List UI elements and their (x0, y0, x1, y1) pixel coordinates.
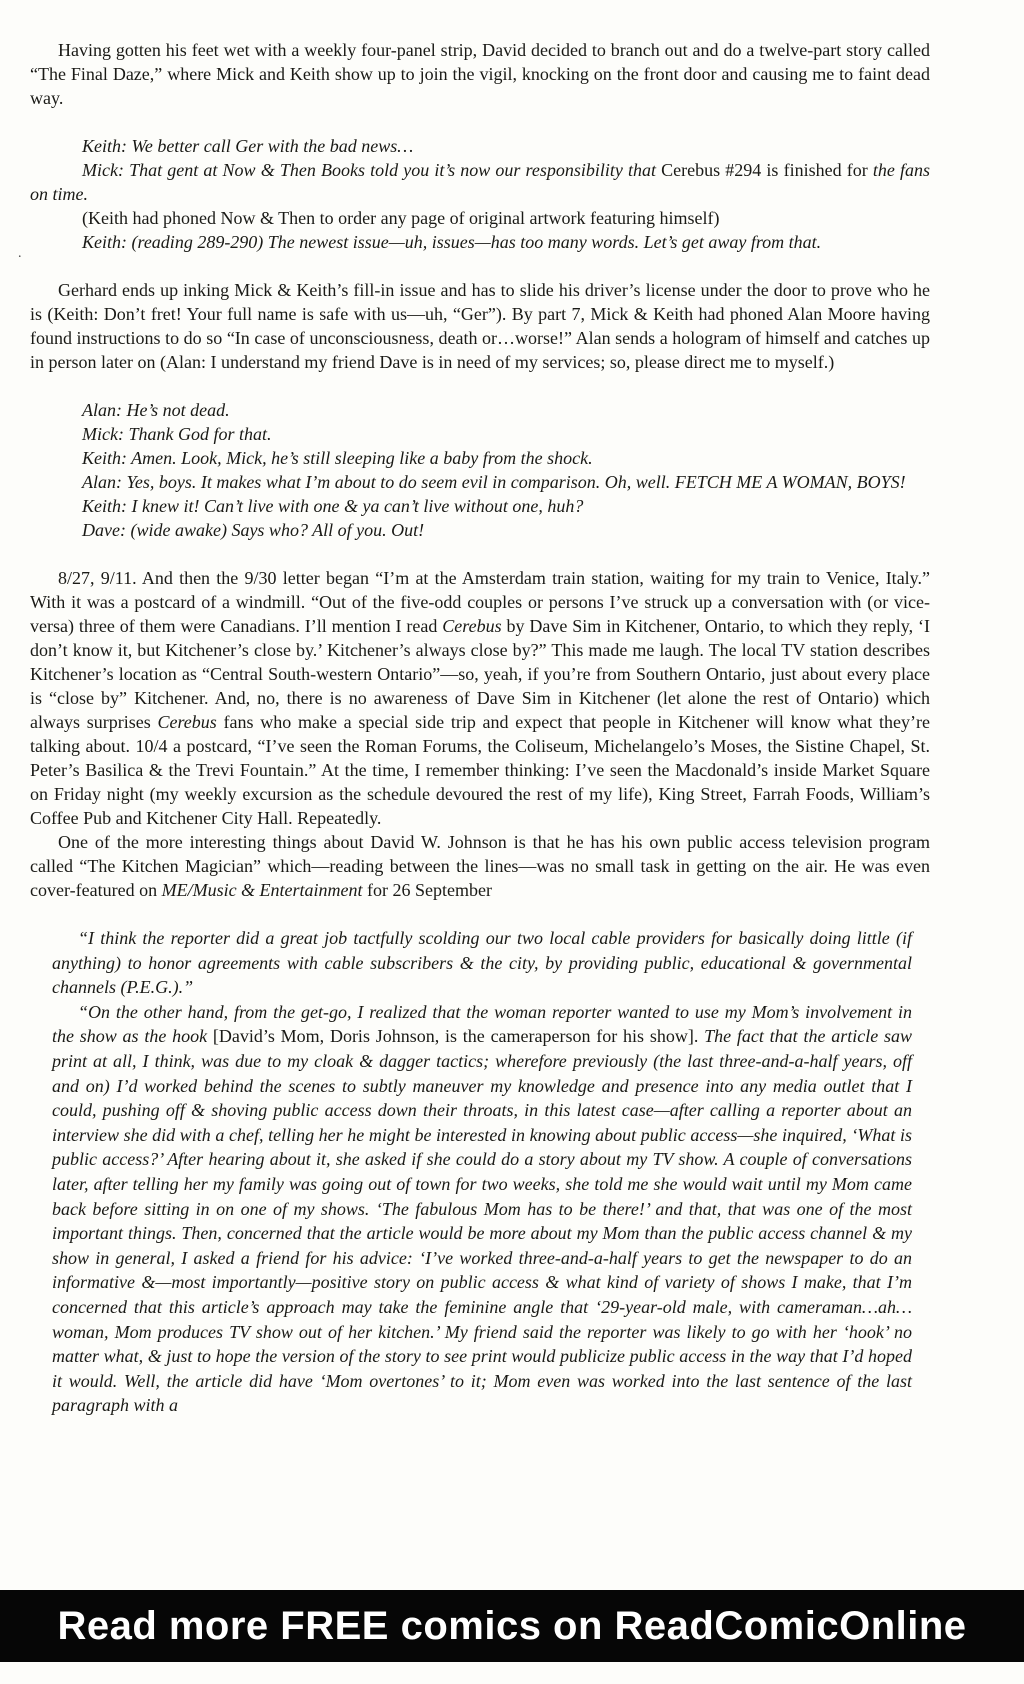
dialogue-line: Keith: We better call Ger with the bad news… (82, 136, 414, 156)
text-segment: ME/Music & Entertainment (161, 880, 363, 900)
dialogue-line: Keith: Amen. Look, Mick, he’s still sleeping like a baby from the shock. (82, 448, 593, 468)
quote-block (52, 926, 912, 1418)
text-segment: the fans on time. (30, 160, 930, 204)
paragraph-intro: Having gotten his feet wet with a weekly four-panel strip, David decided to branch out and do a twelve-part story called “The Final Daze,” where Mick and Keith show up to join the vigil, knocking on the front door and causing me to faint dead way. (30, 40, 930, 108)
dialogue-line: Keith: I knew it! Can’t live with one & ya can’t live without one, huh? (82, 496, 584, 516)
text-segment: by Dave Sim in Kitchener, Ontario, to which they reply, ‘I don’t know it, but Kitchener’s close by.’ Kitchener’s always close by?” This made me laugh. The local TV station describes Kitchener’s location as “Central South-western Ontario”—so, yeah, if you’re from Southern Ontario, just about every place is “close by” Kitchener. And, no, there is no awareness of Dave Sim in Kitchener (let alone the rest of Ontario) which always surprises (30, 616, 930, 732)
paragraph-postcards (30, 566, 930, 830)
text-segment: 8/27, 9/11. And then the 9/30 letter began “I’m at the Amsterdam train station, waiting for my train to Venice, Italy.” With it was a postcard of a windmill. “Out of the five-odd couples or persons I’ve struck up a conversation with (or vice-versa) three of them were Canadians. I’ll mention I read (30, 568, 930, 636)
dialogue-line: Alan: Yes, boys. It makes what I’m about to do seem evil in comparison. Oh, well. FETCH ME A WOMAN, BOYS! (82, 472, 906, 492)
text-column (30, 38, 930, 1418)
dialogue-block-alan (30, 398, 930, 542)
dialogue-block-final-daze (30, 134, 930, 254)
text-segment: Cerebus (442, 616, 502, 636)
dialogue-line: Dave: (wide awake) Says who? All of you. Out! (82, 520, 425, 540)
quote-paragraph: “I think the reporter did a great job tactfully scolding our two local cable providers for basically doing little (if anything) to honor agreements with cable subscribers & the city, by providing public, educational & governmental channels (P.E.G.).” (52, 928, 912, 998)
stray-mark: . (18, 246, 22, 261)
paragraph-kitchen-magician (30, 830, 930, 902)
text-segment: One of the more interesting things about David W. Johnson is that he has his own public access television program called “The Kitchen Magician” which—reading between the lines—was no small task in getting on the air. He was even cover-featured on (30, 832, 930, 900)
text-segment: “On the other hand, from the get-go, I realized that the woman reporter wanted to use my Mom’s involvement in the show as the hook (52, 1001, 912, 1047)
text-segment: The fact that the article saw print at all, I think, was due to my cloak & dagger tactics; wherefore previously (the last three-and-a-half years, off and on) I’d worked behind the scenes to subtly maneuver my knowledge and presence into any media outlet that I could, pushing off & shoving public access down their throats, in this latest case—after calling a reporter about an interview she did with a chef, telling her he might be interested in knowing about public access—she inquired, ‘What is public access?’ After hearing about it, she asked if she could do a story about my TV show. A couple of conversations later, after telling her my family was going out of town for two weeks, she told me she would wait until my Mom came back before sitting in on one of my shows. ‘The fabulous Mom has to be there!’ and that, that was one of the most important things. Then, concerned that the article would be more about my Mom than the public access channel & my show in general, I asked a friend for his advice: ‘I’ve worked three-and-a-half years to get the newspaper to do an informative &—most importantly—positive story on public access & what kind of variety of shows I make, that I’m concerned that this article’s approach may take the feminine angle that ‘29-year-old male, with cameraman…ah…woman, Mom produces TV show out of her kitchen.’ My friend said the reporter was likely to go with her ‘hook’ no matter what, & just to hope the version of the story to see print would publicize public access in the way that I’d hoped it would. Well, the article did have ‘Mom overtones’ to it; Mom even was worked into the last sentence of the last paragraph with a (52, 1026, 912, 1416)
text-segment: for 26 September (362, 880, 493, 900)
quote-paragraph (52, 1000, 912, 1418)
text-segment: [David’s Mom, Doris Johnson, is the cameraperson for his show]. (212, 1026, 699, 1047)
dialogue-aside: (Keith had phoned Now & Then to order any page of original artwork featuring himself) (82, 208, 720, 228)
dialogue-line: Mick: Thank God for that. (82, 424, 272, 444)
banner-text: Read more FREE comics on ReadComicOnline (57, 1603, 967, 1648)
dialogue-line (30, 158, 930, 206)
readcomiconline-banner[interactable] (0, 1590, 1024, 1662)
text-segment: Mick: That gent at Now & Then Books told you it’s now our responsibility that (82, 160, 662, 180)
text-segment: Cerebus (157, 712, 217, 732)
dialogue-line: Keith: (reading 289-290) The newest issue—uh, issues—has too many words. Let’s get away from that. (82, 232, 822, 252)
paragraph-gerhard: Gerhard ends up inking Mick & Keith’s fill-in issue and has to slide his driver’s license under the door to prove who he is (Keith: Don’t fret! Your full name is safe with us—uh, “Ger”). By part 7, Mick & Keith had phoned Alan Moore having found instructions to do so “In case of unconsciousness, death or…worse!” Alan sends a hologram of himself and catches up in person later on (Alan: I understand my friend Dave is in need of my services; so, please direct me to myself.) (30, 280, 930, 372)
dialogue-line: Alan: He’s not dead. (82, 400, 230, 420)
text-segment: Cerebus #294 is finished for (661, 160, 868, 180)
text-segment: fans who make a special side trip and expect that people in Kitchener will know what they’re talking about. 10/4 a postcard, “I’ve seen the Roman Forums, the Coliseum, Michelangelo’s Moses, the Sistine Chapel, St. Peter’s Basilica & the Trevi Fountain.” At the time, I remember thinking: I’ve seen the Macdonald’s inside Market Square on Friday night (my weekly excursion as the schedule devoured the rest of my life), King Street, Farrah Foods, William’s Coffee Pub and Kitchener City Hall. Repeatedly. (30, 712, 930, 828)
